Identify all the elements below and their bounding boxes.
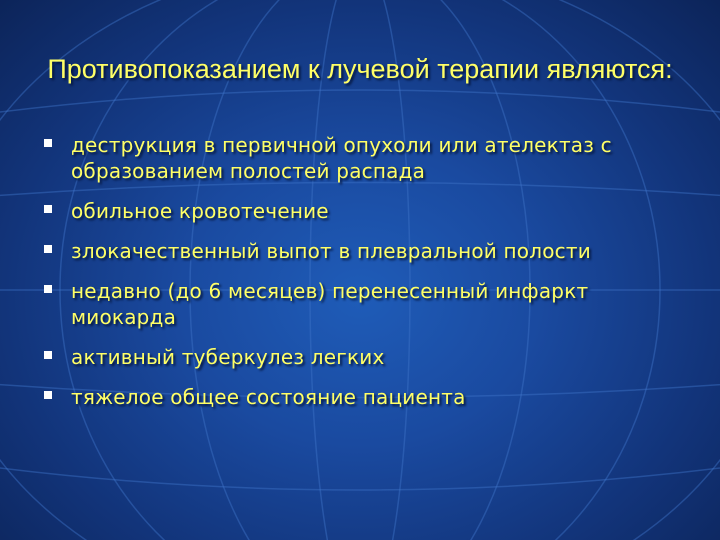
square-bullet-icon xyxy=(44,245,52,253)
bullet-text: деструкция в первичной опухоли или ателектаз с образованием полостей распада xyxy=(71,133,612,183)
list-item xyxy=(44,278,684,330)
list-item xyxy=(44,132,684,184)
list-item xyxy=(44,198,684,224)
bullet-text: злокачественный выпот в плевральной полости xyxy=(71,239,591,263)
bullet-list xyxy=(44,132,684,424)
list-item xyxy=(44,344,684,370)
bullet-text: активный туберкулез легких xyxy=(71,345,385,369)
bullet-text: недавно (до 6 месяцев) перенесенный инфаркт миокарда xyxy=(71,279,589,329)
slide-title: Противопоказанием к лучевой терапии являются: xyxy=(47,54,673,84)
bullet-text: тяжелое общее состояние пациента xyxy=(71,385,466,409)
list-item xyxy=(44,384,684,410)
square-bullet-icon xyxy=(44,205,52,213)
square-bullet-icon xyxy=(44,391,52,399)
list-item xyxy=(44,238,684,264)
square-bullet-icon xyxy=(44,351,52,359)
square-bullet-icon xyxy=(44,139,52,147)
square-bullet-icon xyxy=(44,285,52,293)
bullet-text: обильное кровотечение xyxy=(71,199,329,223)
